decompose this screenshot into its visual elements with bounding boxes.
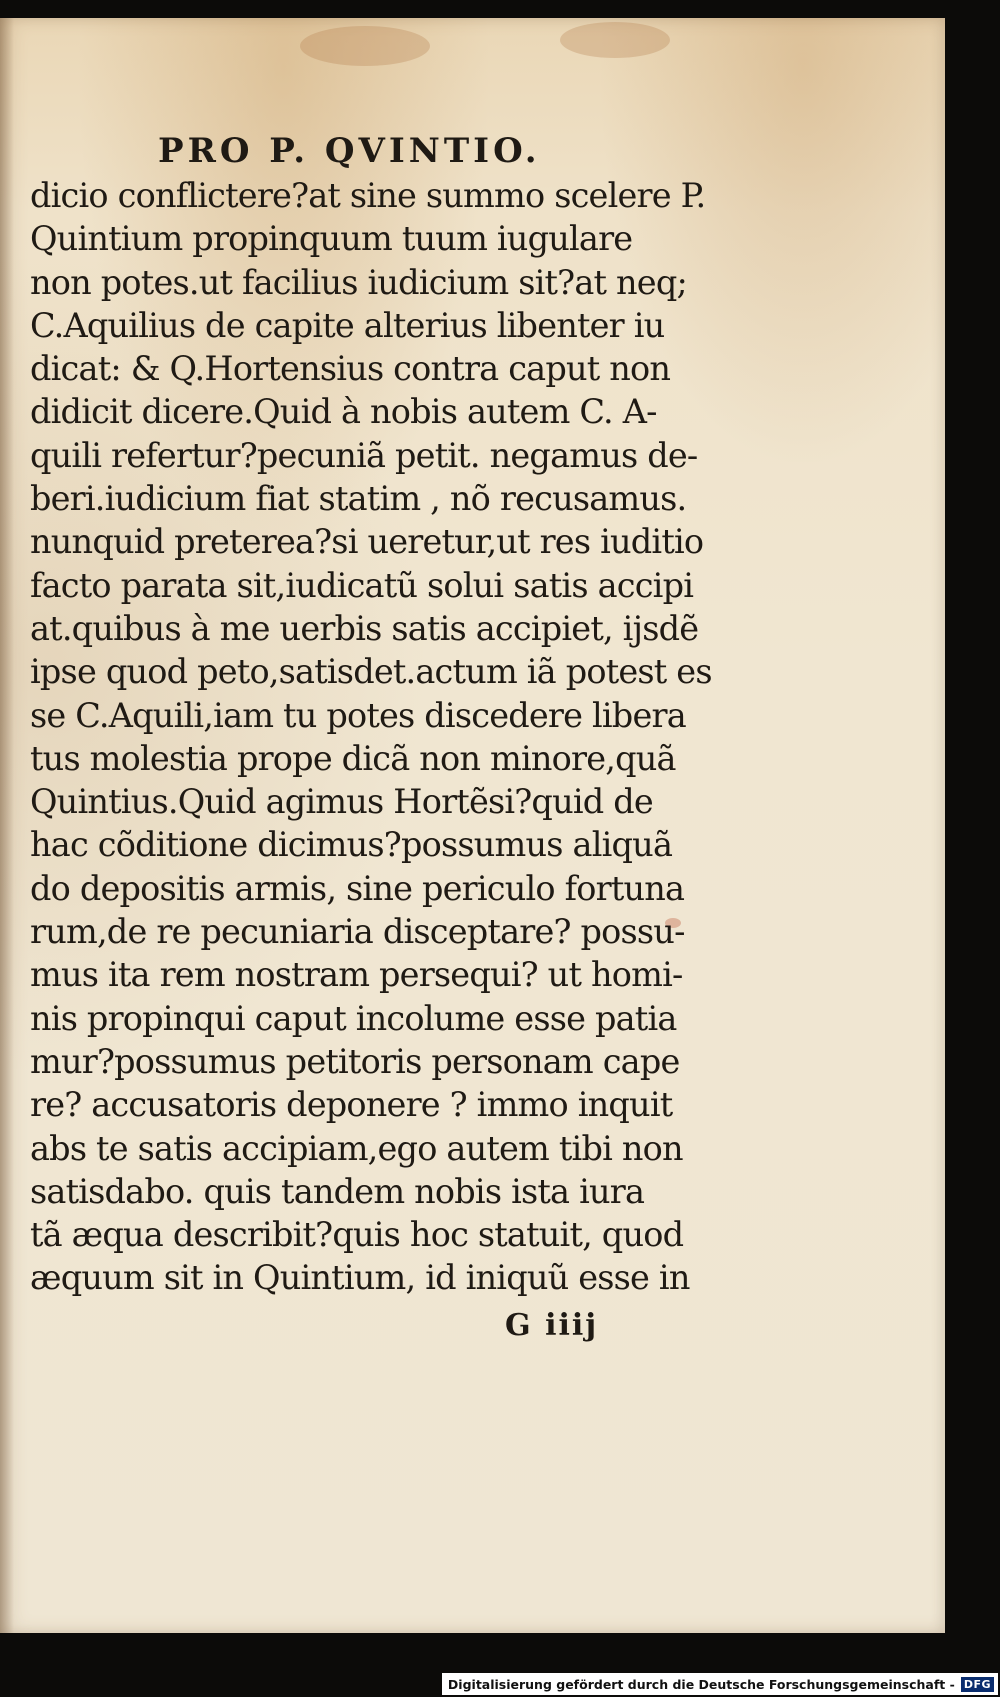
text-block [30, 128, 712, 1300]
text-line: facto parata sit,iudicatũ solui satis accipi [30, 565, 694, 605]
text-line: beri.iudicium fiat statim , nõ recusamus. [30, 479, 687, 519]
text-line: quili refertur?pecuniã petit. negamus de- [30, 435, 698, 475]
text-line: tus molestia prope dicã non minore,quã [30, 738, 676, 778]
text-line: mur?possumus petitoris personam cape [30, 1041, 680, 1081]
text-line: didicit dicere.Quid à nobis autem C. A- [30, 392, 657, 432]
text-line: at.quibus à me uerbis satis accipiet, ijsdẽ [30, 608, 699, 648]
text-line: ipse quod peto,satisdet.actum iã potest es [30, 652, 712, 692]
text-line: Quintium propinquum tuum iugulare [30, 219, 633, 259]
text-line: C.Aquilius de capite alterius libenter iu [30, 305, 665, 345]
text-line: rum,de re pecuniaria disceptare? possu- [30, 912, 685, 952]
text-line: tã æqua describit?quis hoc statuit, quod [30, 1215, 684, 1255]
text-line: dicio conflictere?at sine summo scelere P. [30, 176, 706, 215]
text-line: dicat: & Q.Hortensius contra caput non [30, 349, 671, 389]
text-line: nunquid preterea?si ueretur,ut res iuditio [30, 522, 704, 562]
text-line: non potes.ut facilius iudicium sit?at neq; [30, 262, 687, 302]
running-head: PRO P. QVINTIO. [158, 131, 541, 171]
text-line: se C.Aquili,iam tu potes discedere libera [30, 695, 686, 735]
foxing-stain [560, 22, 670, 58]
footer-credit: Digitalisierung gefördert durch die Deutsche Forschungsgemeinschaft - [447, 1676, 955, 1692]
text-line: hac cõditione dicimus?possumus aliquã [30, 825, 673, 865]
text-line: do depositis armis, sine periculo fortuna [30, 868, 685, 908]
text-line: æquum sit in Quintium, id iniquũ esse in [30, 1258, 690, 1298]
text-line: re? accusatoris deponere ? immo inquit [30, 1085, 673, 1125]
text-line: Quintius.Quid agimus Hortẽsi?quid de [30, 782, 653, 822]
foxing-stain [300, 26, 430, 66]
signature-mark: G iiij [505, 1308, 599, 1343]
text-line: nis propinqui caput incolume esse patia [30, 998, 677, 1038]
digitization-footer [442, 1673, 998, 1695]
text-line: satisdabo. quis tandem nobis ista iura [30, 1171, 645, 1211]
text-line: mus ita rem nostram persequi? ut homi- [30, 955, 683, 995]
page-gutter-shadow [0, 18, 14, 1633]
text-line: abs te satis accipiam,ego autem tibi non [30, 1128, 683, 1168]
text-lines [30, 174, 712, 1300]
dfg-logo: DFG [961, 1677, 994, 1692]
book-page [0, 18, 945, 1633]
